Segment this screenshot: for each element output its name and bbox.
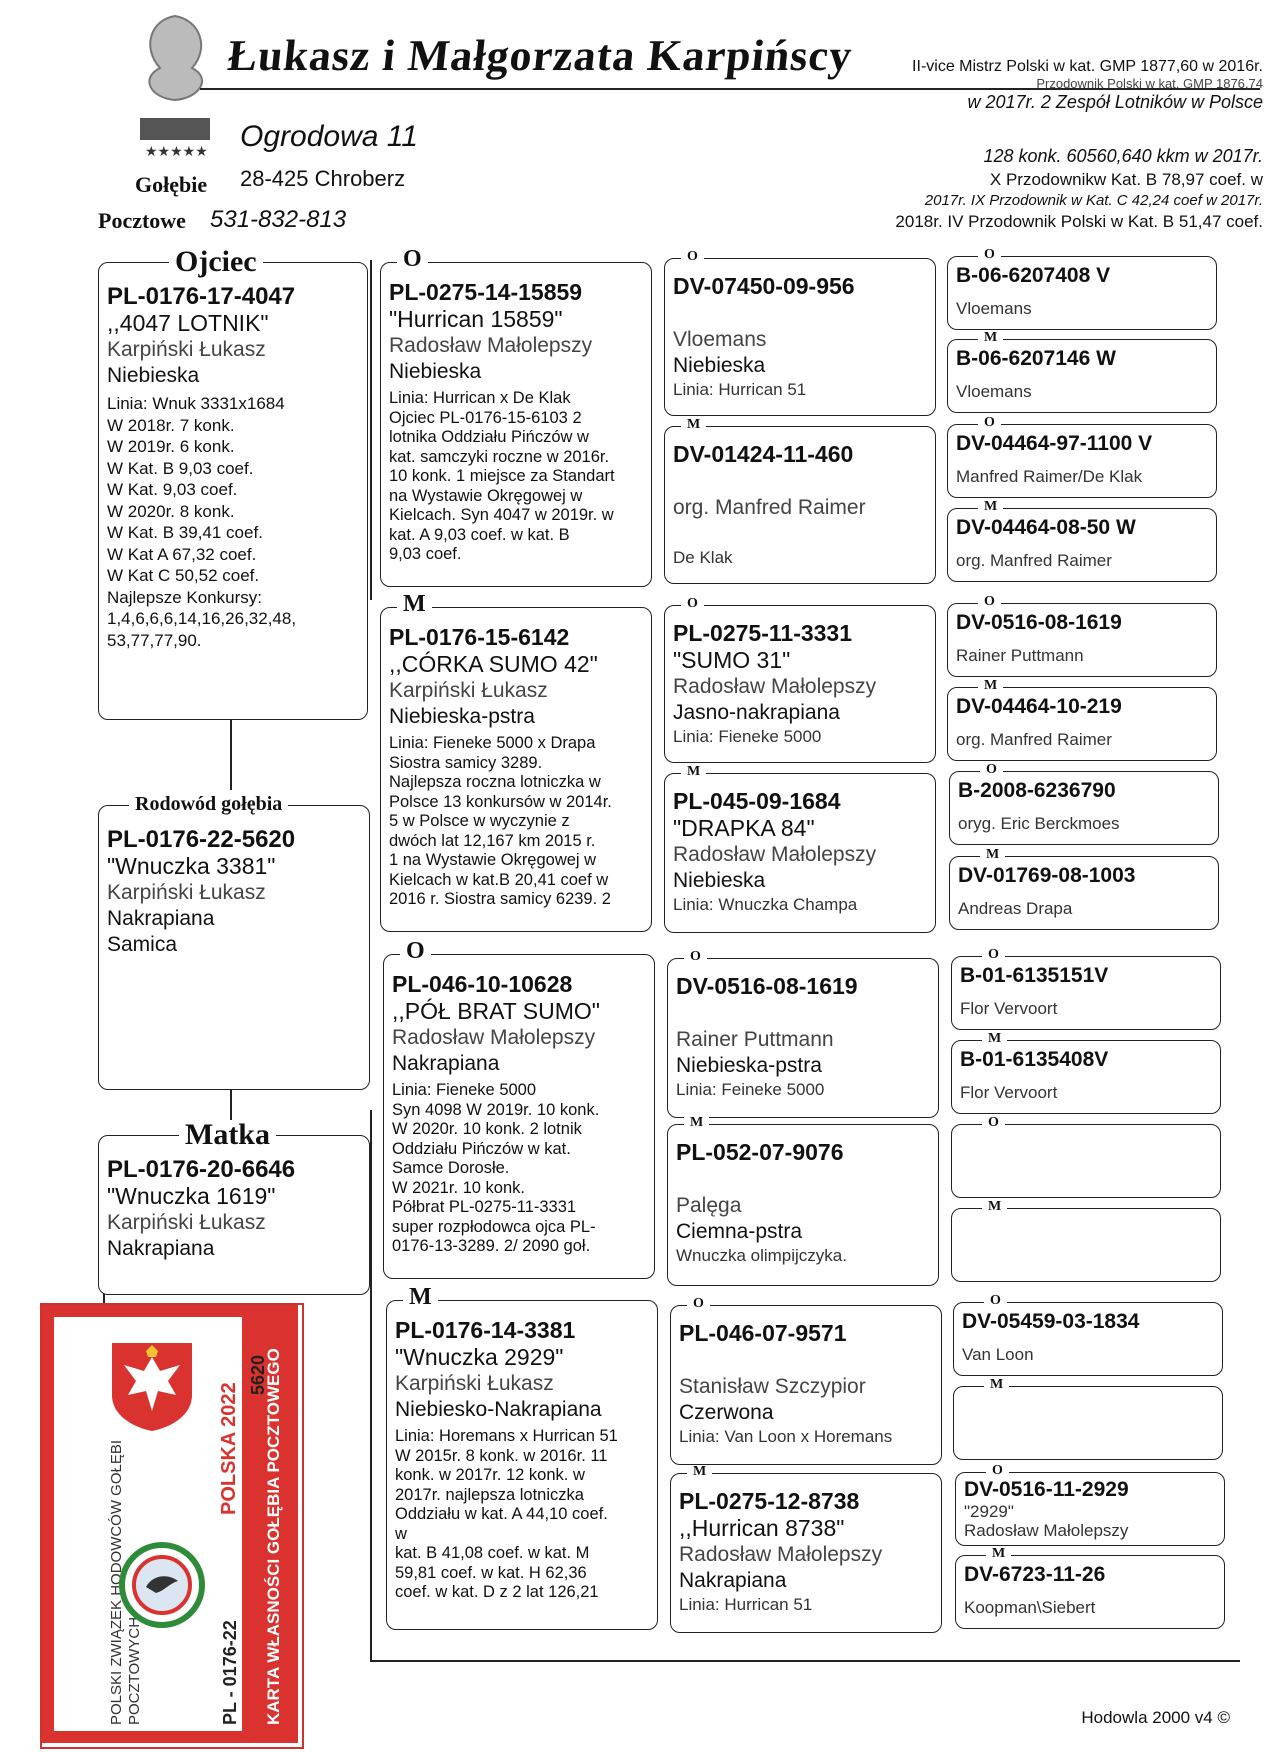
ancestor-owner: Vloemans	[956, 299, 1032, 318]
col4-ancestor-box	[951, 947, 1221, 1030]
col3-ancestor-box	[664, 249, 936, 416]
breeder-phone: 531-832-813	[210, 206, 347, 233]
ancestor-ring: DV-0516-08-1619	[676, 973, 858, 999]
sex-tag: O	[980, 763, 1003, 777]
ancestor-ring: PL-046-10-10628	[392, 971, 573, 997]
card-ring: PL - 0176-22	[220, 1620, 240, 1725]
ancestor-owner: Karpiński Łukasz	[395, 1372, 554, 1395]
col4-ancestor-box	[951, 1031, 1221, 1114]
sex-tag: O	[982, 948, 1005, 962]
col4-ancestor-box	[949, 847, 1219, 930]
ancestor-color: Niebieska	[389, 360, 482, 383]
pedigree-label: Rodowód gołębia	[129, 794, 288, 814]
col3-ancestor-box	[664, 764, 936, 933]
ancestor-name: "2929"	[964, 1502, 1014, 1521]
ancestor-name: ,,CÓRKA SUMO 42"	[389, 651, 598, 677]
achievement-1: II-vice Mistrz Polski w kat. GMP 1877,60 w 2016r.	[912, 58, 1263, 75]
ancestor-info: Linia: Fieneke 5000 Syn 4098 W 2019r. 10 konk. W 2020r. 10 konk. 2 lotnik Oddziału Pińczów w kat. Samce Dorosłe. W 2021r. 10 konk. Półbrat PL-0275-11-3331 super rozpłodowca ojca PL- 0176-13-3289. 2/ 2090 goł.	[392, 1081, 600, 1255]
connector-line	[370, 1110, 372, 1660]
sex-tag: M	[980, 848, 1005, 862]
col4-ancestor-box	[947, 678, 1217, 761]
ownership-card	[40, 1303, 304, 1749]
col3-ancestor-box	[670, 1296, 942, 1465]
sex-tag: M	[681, 418, 706, 432]
sex-tag: O	[681, 597, 704, 611]
father-owner: Karpiński Łukasz	[107, 338, 266, 361]
pedigree-owner: Karpiński Łukasz	[107, 881, 266, 904]
sex-tag: M	[982, 1200, 1007, 1214]
col2-ancestor-box	[383, 938, 655, 1279]
sex-tag: O	[687, 1297, 710, 1311]
ancestor-ring: DV-07450-09-956	[673, 273, 855, 299]
sex-tag: O	[986, 1464, 1009, 1478]
ancestor-ring: B-06-6207408 V	[956, 264, 1111, 287]
col4-ancestor-box	[953, 1377, 1223, 1460]
father-info: Linia: Wnuk 3331x1684 W 2018r. 7 konk. W 2019r. 6 konk. W Kat. B 9,03 coef. W Kat. 9,03 coef. W 2020r. 8 konk. W Kat. B 39,41 coef. W Kat A 67,32 coef. W Kat C 50,52 coef. Najlepsze Konkursy: 1,4,6,6,6,14,16,26,32,48, 53,77,77,90.	[107, 394, 297, 650]
ancestor-ring: PL-0275-14-15859	[389, 279, 583, 305]
col4-ancestor-box	[953, 1293, 1223, 1376]
col3-ancestor-box	[664, 417, 936, 584]
ancestor-name: "Wnuczka 2929"	[395, 1344, 564, 1370]
sex-tag: M	[986, 1547, 1011, 1561]
pedigree-sex: Samica	[107, 933, 178, 956]
ancestor-name: "Hurrican 15859"	[389, 306, 563, 332]
father-color: Niebieska	[107, 364, 200, 387]
ancestor-ring: PL-0176-15-6142	[389, 624, 570, 650]
ancestor-ring: PL-0275-12-8738	[679, 1488, 860, 1514]
sex-tag: O	[978, 248, 1001, 262]
ancestor-color: Niebieska-pstra	[389, 705, 535, 728]
col4-ancestor-box	[955, 1546, 1225, 1629]
ancestor-ring: DV-04464-10-219	[956, 695, 1122, 718]
ancestor-info: Linia: Horemans x Hurrican 51 W 2015r. 8 konk. w 2016r. 11 konk. w 2017r. 12 konk. w 2017r. najlepsza lotniczka Oddziału w kat. A 44,10 coef. w kat. B 41,08 coef. w kat. M 59,81 coef. w kat. H 62,36 coef. w kat. D z 2 lat 126,21	[395, 1427, 618, 1601]
sex-tag: O	[982, 1116, 1005, 1130]
pedigree-name: "Wnuczka 3381"	[107, 853, 276, 879]
ancestor-ring: DV-01769-08-1003	[958, 864, 1136, 887]
logo-text-pocztowe: Pocztowe	[98, 208, 186, 233]
ancestor-ring: DV-0516-08-1619	[956, 611, 1122, 634]
ancestor-owner: org. Manfred Raimer	[956, 730, 1112, 749]
ancestor-name	[679, 1347, 935, 1374]
card-country: POLSKA 2022	[218, 1382, 240, 1515]
col4-ancestor-box	[947, 247, 1217, 330]
sex-tag: M	[687, 1465, 712, 1479]
pzhgp-logo	[112, 1535, 212, 1635]
sex-tag: O	[684, 950, 707, 964]
ancestor-ring: PL-052-07-9076	[676, 1139, 844, 1165]
ancestor-info: Linia: Hurrican x De Klak Ojciec PL-0176-15-6103 2 lotnika Oddziału Pińczów w kat. samczyki roczne w 2016r. 10 konk. 1 miejsce za Standart na Wystawie Okręgowej w Kielcach. Syn 4047 w 2019r. w kat. A 9,03 coef. w kat. B 9,03 coef.	[389, 389, 615, 563]
ancestor-ring: DV-6723-11-26	[964, 1563, 1106, 1586]
father-label: Ojciec	[169, 247, 263, 277]
col3-ancestor-box	[667, 949, 939, 1118]
ancestor-line: Linia: Feineke 5000	[676, 1080, 825, 1099]
col4-ancestor-box	[947, 499, 1217, 582]
ancestor-name: ,,Hurrican 8738"	[679, 1515, 845, 1541]
col4-ancestor-box	[947, 594, 1217, 677]
card-number: 5620	[248, 1354, 268, 1395]
achievement-5: X Przodownikw Kat. B 78,97 coef. w	[989, 170, 1263, 189]
breeder-city: 28-425 Chroberz	[240, 166, 406, 191]
col2-ancestor-box	[380, 246, 652, 587]
col4-ancestor-box	[949, 762, 1219, 845]
ancestor-line: Linia: Hurrican 51	[679, 1595, 813, 1614]
ancestor-color: Czerwona	[679, 1401, 774, 1424]
ancestor-owner: Stanisław Szczypior	[679, 1375, 866, 1398]
ancestor-color: Ciemna-pstra	[676, 1220, 803, 1243]
mother-box	[98, 1118, 370, 1295]
achievement-2: Przodownik Polski w kat. GMP 1876,74	[1036, 76, 1263, 91]
ancestor-owner: Koopman\Siebert	[964, 1598, 1096, 1617]
sex-tag: M	[978, 679, 1003, 693]
ancestor-color: Jasno-nakrapiana	[673, 701, 840, 724]
ancestor-owner: Flor Vervoort	[960, 999, 1058, 1018]
breeder-names: Łukasz i Małgorzata Karpińscy	[225, 31, 855, 80]
sex-tag: O	[400, 941, 431, 961]
ancestor-owner: org. Manfred Raimer	[956, 551, 1112, 570]
ancestor-line: De Klak	[673, 548, 733, 567]
sex-tag: M	[684, 1116, 709, 1130]
col4-ancestor-box	[955, 1463, 1225, 1546]
father-ring: PL-0176-17-4047	[107, 283, 296, 310]
ancestor-owner: Vloemans	[956, 382, 1032, 401]
ancestor-color: Nakrapiana	[392, 1052, 500, 1075]
col3-ancestor-box	[670, 1464, 942, 1633]
ancestor-owner: oryg. Eric Berckmoes	[958, 814, 1120, 833]
ancestor-owner: Radosław Małolepszy	[673, 675, 877, 698]
ancestor-owner: Rainer Puttmann	[676, 1028, 834, 1051]
ancestor-ring: DV-05459-03-1834	[962, 1310, 1140, 1333]
ancestor-name	[676, 1000, 932, 1027]
ancestor-ring: PL-0176-14-3381	[395, 1317, 576, 1343]
card-organization: POLSKI ZWIĄZEK HODOWCÓW GOŁĘBI POCZTOWYCH	[108, 1439, 143, 1725]
mother-label: Matka	[179, 1120, 276, 1150]
sex-tag: O	[984, 1294, 1007, 1308]
col4-ancestor-box	[951, 1199, 1221, 1282]
connector-line	[230, 720, 232, 790]
ancestor-owner: Manfred Raimer/De Klak	[956, 467, 1143, 486]
ancestor-owner: Van Loon	[962, 1345, 1034, 1364]
breeder-street: Ogrodowa 11	[240, 120, 418, 153]
ancestor-color: Niebieska	[673, 354, 766, 377]
ancestor-name: "DRAPKA 84"	[673, 815, 815, 841]
mother-name: "Wnuczka 1619"	[107, 1183, 276, 1209]
connector-line	[370, 1660, 1240, 1662]
sex-tag: O	[397, 249, 428, 269]
ancestor-owner: Flor Vervoort	[960, 1083, 1058, 1102]
col3-ancestor-box	[667, 1115, 939, 1286]
achievement-3: w 2017r. 2 Zespół Lotników w Polsce	[967, 92, 1263, 112]
achievement-4: 128 konk. 60560,640 kkm w 2017r.	[983, 146, 1263, 166]
ancestor-ring: DV-04464-08-50 W	[956, 516, 1136, 539]
col2-ancestor-box	[386, 1284, 658, 1630]
pedigree-box	[98, 793, 370, 1090]
ancestor-ring: B-01-6135151V	[960, 964, 1109, 987]
eagle-icon	[102, 1335, 202, 1435]
ancestor-owner: Andreas Drapa	[958, 899, 1073, 918]
polish-eagle-emblem	[102, 1335, 202, 1435]
ancestor-ring: PL-045-09-1684	[673, 788, 841, 814]
ancestor-owner: Radosław Małolepszy	[964, 1521, 1129, 1540]
connector-line	[370, 260, 372, 600]
pedigree-color: Nakrapiana	[107, 907, 215, 930]
ancestor-line: Wnuczka olimpijczyka.	[676, 1246, 847, 1265]
ancestor-ring: DV-01424-11-460	[673, 441, 854, 467]
ancestor-name	[673, 468, 929, 495]
ancestor-owner: Karpiński Łukasz	[389, 679, 548, 702]
sex-tag: M	[403, 1287, 438, 1307]
sex-tag: M	[984, 1378, 1009, 1392]
ancestor-color: Niebieska-pstra	[676, 1054, 822, 1077]
col4-ancestor-box	[947, 415, 1217, 498]
col2-ancestor-box	[380, 591, 652, 932]
father-name: ,,4047 LOTNIK"	[107, 310, 269, 336]
ancestor-line: Linia: Fieneke 5000	[673, 727, 822, 746]
ancestor-owner: org. Manfred Raimer	[673, 496, 866, 519]
col3-ancestor-box	[664, 596, 936, 763]
sex-tag: M	[397, 594, 432, 614]
sex-tag: O	[681, 250, 704, 264]
achievement-6: 2017r. IX Przodownik w Kat. C 42,24 coef w 2017r.	[924, 192, 1263, 209]
ancestor-ring: PL-046-07-9571	[679, 1320, 847, 1346]
mother-owner: Karpiński Łukasz	[107, 1211, 266, 1234]
sex-tag: O	[978, 416, 1001, 430]
ancestor-ring: B-06-6207146 W	[956, 347, 1116, 370]
mother-color: Nakrapiana	[107, 1237, 215, 1260]
pedigree-ring: PL-0176-22-5620	[107, 826, 296, 853]
ancestor-owner: Radosław Małolepszy	[392, 1026, 596, 1049]
ancestor-color: Nakrapiana	[679, 1569, 787, 1592]
father-box	[98, 245, 368, 720]
ancestor-ring: PL-0275-11-3331	[673, 620, 853, 646]
col4-ancestor-box	[947, 330, 1217, 413]
ancestor-owner: Radosław Małolepszy	[389, 334, 593, 357]
ancestor-name: ,,PÓŁ BRAT SUMO"	[392, 998, 600, 1024]
ancestor-ring: B-01-6135408V	[960, 1048, 1109, 1071]
svg-text:★★★★★: ★★★★★	[145, 143, 208, 159]
ancestor-name: "SUMO 31"	[673, 647, 791, 673]
ancestor-line: Linia: Hurrican 51	[673, 380, 807, 399]
ancestor-name	[673, 300, 929, 327]
sex-tag: M	[982, 1032, 1007, 1046]
ancestor-owner: Palęga	[676, 1194, 742, 1217]
col4-ancestor-box	[951, 1115, 1221, 1198]
sex-tag: O	[978, 595, 1001, 609]
ancestor-line: Linia: Van Loon x Horemans	[679, 1427, 893, 1446]
ancestor-ring: B-2008-6236790	[958, 779, 1116, 802]
mother-ring: PL-0176-20-6646	[107, 1156, 296, 1183]
ancestor-color: Niebiesko-Nakrapiana	[395, 1398, 602, 1421]
ancestor-info: Linia: Fieneke 5000 x Drapa Siostra samicy 3289. Najlepsza roczna lotniczka w Polsce 13 konkursów w 2014r. 5 w Polsce w wyczynie z dwóch lat 12,167 km 2015 r. 1 na Wystawie Okręgowej w Kielcach w kat.B 20,41 coef w 2016 r. Siostra samicy 6239. 2	[389, 734, 612, 908]
logo-text-golebie: Gołębie	[135, 172, 208, 197]
ancestor-owner: Vloemans	[673, 328, 767, 351]
ancestor-color	[673, 521, 929, 547]
pigeon-association-icon	[112, 1535, 212, 1635]
ancestor-ring: DV-0516-11-2929	[964, 1478, 1129, 1501]
ancestor-line: Linia: Wnuczka Champa	[673, 895, 858, 914]
card-title: KARTA WŁASNOŚCI GOŁĘBIA POCZTOWEGO	[264, 1348, 283, 1725]
sex-tag: M	[978, 331, 1003, 345]
footer-credit: Hodowla 2000 v4 ©	[1081, 1708, 1230, 1727]
achievement-7: 2018r. IV Przodownik Polski w Kat. B 51,47 coef.	[895, 212, 1263, 231]
ancestor-color: Niebieska	[673, 869, 766, 892]
ancestor-owner: Radosław Małolepszy	[673, 843, 877, 866]
ancestor-owner: Rainer Puttmann	[956, 646, 1084, 665]
sex-tag: M	[978, 500, 1003, 514]
ancestor-ring: DV-04464-97-1100 V	[956, 432, 1153, 455]
sex-tag: M	[681, 765, 706, 779]
ancestor-name	[676, 1166, 932, 1193]
ancestor-owner: Radosław Małolepszy	[679, 1543, 883, 1566]
